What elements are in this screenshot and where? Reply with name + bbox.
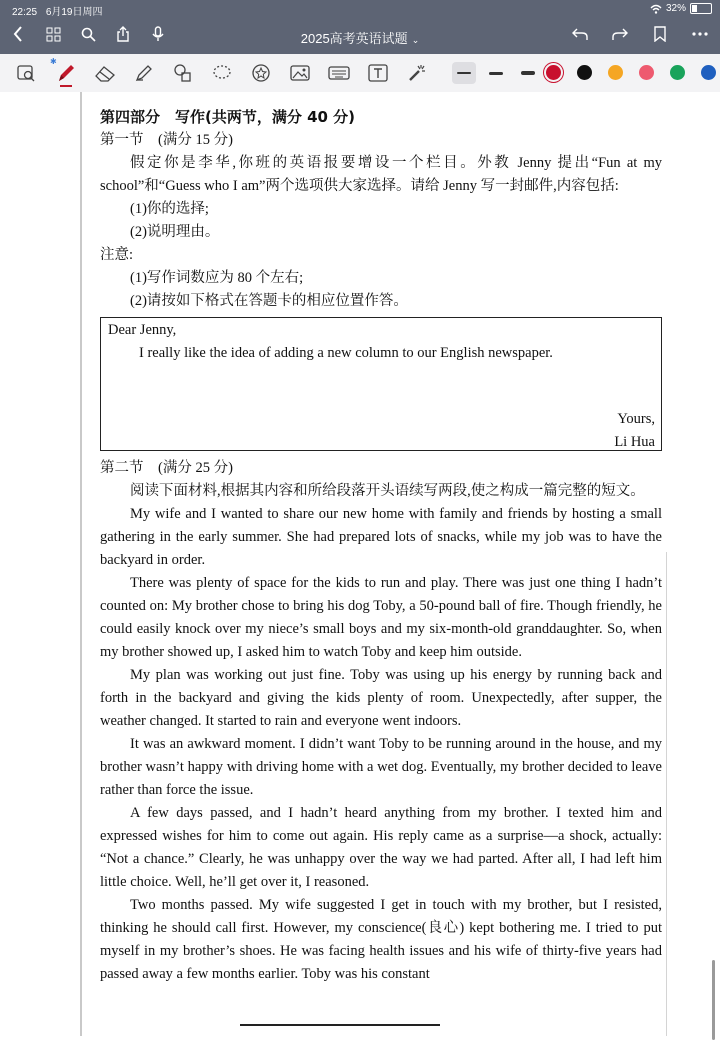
story-paragraph: It was an awkward moment. I didn’t want Toby to be running around in the house, and my brother wasn’t happy with driving home with a wet dog. Eventually, my brother decided to leave rather than force the issue. — [100, 736, 662, 798]
story-paragraph: A few days passed, and I hadn’t heard anything from my brother. I texted him and expressed wishes for him to come out again. His reply came as a surprise—a shock, actually: “Not a chance.” Clearly, he was unhappy over the way we had parted. After all, I had left him little choice. Well, he’ll get over it, I reasoned. — [100, 805, 662, 890]
sticker-icon[interactable] — [250, 61, 272, 85]
story-paragraph: My wife and I wanted to share our new home with family and friends by hosting a small gathering in the early summer. She had prepared lots of snacks, while my job was to have the backyard in order. — [100, 506, 662, 568]
part-title: 第四部分 写作(共两节，满分 40 分) — [100, 108, 356, 126]
laser-pointer-icon[interactable] — [406, 61, 428, 85]
letter-closing: Yours, — [617, 411, 655, 427]
page-margin-line — [80, 92, 82, 1036]
status-bar-right — [650, 3, 712, 14]
story-paragraph: My plan was working out just fine. Toby was using up his energy by running back and forth in the backyard and giving the kids plenty of room. Unexpectedly, after supper, the weather changed. It started to rain and everyone went indoors. — [100, 667, 662, 729]
letter-template-box — [100, 317, 662, 451]
status-date: 6月19日周四 — [45, 7, 103, 18]
page-right-rule — [666, 552, 667, 1036]
color-swatch-1[interactable] — [546, 65, 561, 80]
notes-title: 注意: — [100, 247, 134, 263]
color-swatch-3[interactable] — [608, 65, 623, 80]
bluetooth-icon: ✱ — [50, 57, 57, 66]
redo-icon[interactable] — [612, 26, 628, 42]
stroke-thin[interactable] — [452, 62, 476, 84]
section2-prompt: 阅读下面材料,根据其内容和所给段落开头语续写两段,使之构成一篇完整的短文。 — [130, 483, 645, 499]
lasso-icon[interactable] — [211, 61, 233, 85]
shapes-icon[interactable] — [172, 61, 194, 85]
bookmark-icon[interactable] — [652, 26, 668, 42]
section1-title: 第一节 (满分 15 分) — [100, 132, 233, 148]
notes-item: (2)请按如下格式在答题卡的相应位置作答。 — [130, 293, 408, 309]
color-swatch-2[interactable] — [577, 65, 592, 80]
stroke-medium[interactable] — [484, 62, 508, 84]
top-bar — [0, 0, 720, 54]
section1-item: (2)说明理由。 — [130, 224, 220, 240]
letter-signature: Li Hua — [614, 434, 655, 450]
annotation-toolbar — [0, 54, 720, 93]
letter-greeting: Dear Jenny, — [108, 322, 177, 338]
color-swatch-5[interactable] — [670, 65, 685, 80]
pen-icon[interactable] — [55, 61, 77, 85]
undo-icon[interactable] — [572, 26, 588, 42]
stroke-thick[interactable] — [516, 62, 540, 84]
status-bar-left — [12, 3, 109, 18]
status-time: 22:25 — [12, 7, 38, 18]
document-page[interactable] — [0, 92, 720, 1036]
battery-percent: 32% — [665, 3, 686, 14]
text-box-icon[interactable] — [367, 61, 389, 85]
story-paragraph: Two months passed. My wife suggested I get in touch with my brother, but I resisted, thinking he should call first. However, my conscience(良心) kept bothering me. I tried to put myself in my brother’s shoes. He was facing health issues and his wife of thirty-five years had passed away a few months earlier. Toby was his constant — [100, 897, 662, 982]
color-swatch-6[interactable] — [701, 65, 716, 80]
eraser-icon[interactable] — [94, 61, 116, 85]
battery-icon — [690, 3, 712, 14]
wifi-icon — [650, 4, 662, 14]
image-icon[interactable] — [289, 61, 311, 85]
exam-content — [100, 106, 662, 986]
document-title[interactable]: 2025高考英语试题 ⌄ — [300, 31, 420, 46]
ink-underline — [240, 1024, 440, 1026]
section1-item: (1)你的选择; — [130, 201, 209, 217]
color-swatch-4[interactable] — [639, 65, 654, 80]
section1-prompt: 假定你是李华,你班的英语报要增设一个栏目。外教 Jenny 提出“Fun at my school”和“Guess who I am”两个选项供大家选择。请给 Jenny 写一封邮件,内容包括: — [100, 155, 662, 194]
highlighter-icon[interactable] — [133, 61, 155, 85]
section2-title: 第二节 (满分 25 分) — [100, 460, 233, 476]
zoom-lasso-icon[interactable] — [16, 61, 38, 85]
scrollbar[interactable] — [712, 960, 715, 1040]
notes-item: (1)写作词数应为 80 个左右; — [130, 270, 304, 286]
keyboard-icon[interactable] — [328, 61, 350, 85]
more-icon[interactable] — [692, 26, 708, 42]
letter-opening: I really like the idea of adding a new column to our English newspaper. — [139, 345, 553, 361]
chevron-down-icon: ⌄ — [411, 35, 420, 45]
story-paragraph: There was plenty of space for the kids to run and play. There was just one thing I hadn’t counted on: My brother chose to bring his dog Toby, a 50-pound ball of fire. Though friendly, he could easily knock over my niece’s small boys and my six-month-old granddaughter. So, when my brother showed up, I asked him to watch Toby and keep him outside. — [100, 575, 662, 660]
